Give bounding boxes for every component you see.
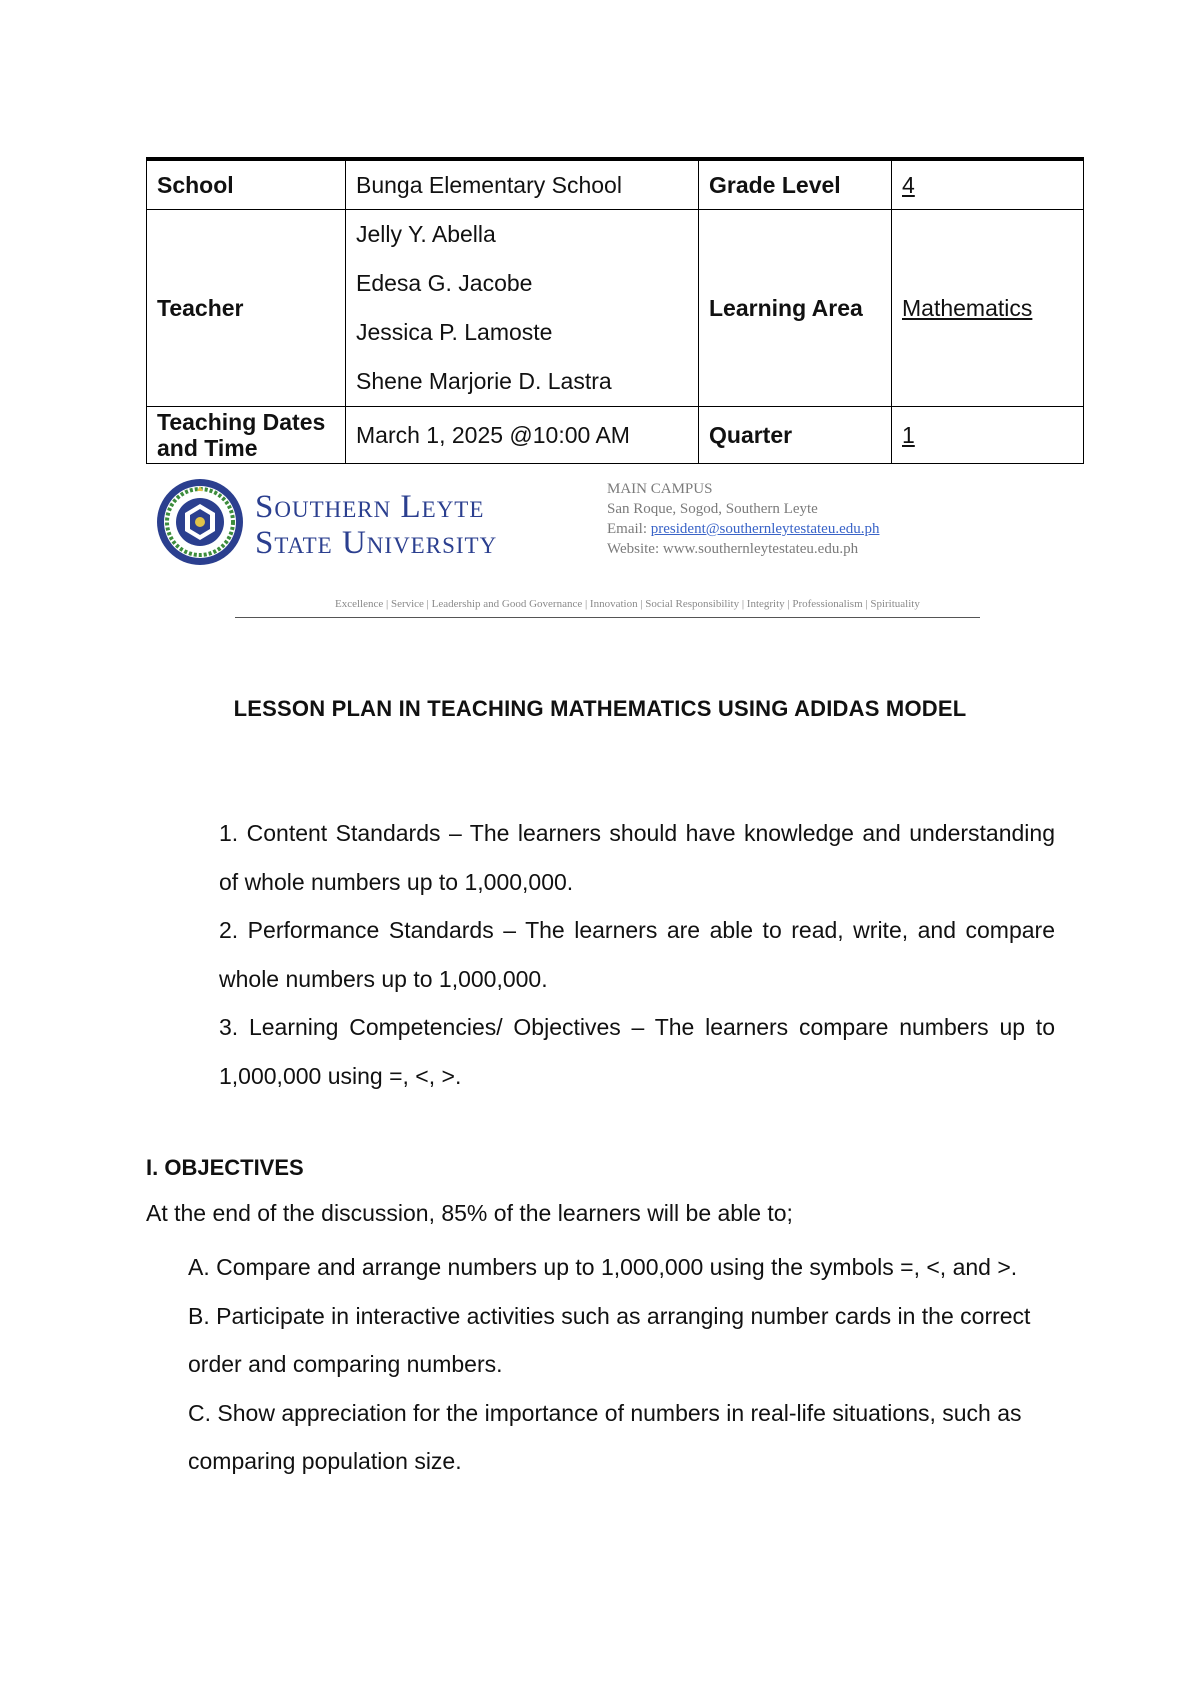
- email-label: Email:: [607, 521, 651, 537]
- lesson-info-table: [146, 157, 1084, 464]
- table-row: [147, 210, 1084, 407]
- campus-email: [607, 519, 880, 539]
- email-link[interactable]: president@southernleytestateu.edu.ph: [650, 521, 880, 537]
- school-label: School: [147, 159, 346, 210]
- standards-list: [219, 809, 1055, 1100]
- objectives-heading: I. OBJECTIVES: [146, 1155, 304, 1180]
- objectives-list: [188, 1243, 1068, 1486]
- university-name: [255, 489, 497, 561]
- grade-level-label: Grade Level: [699, 159, 892, 210]
- university-letterhead: [155, 477, 1055, 622]
- campus-info: [607, 479, 880, 559]
- objective-item: C. Show appreciation for the importance of numbers in real-life situations, such as comparing population size.: [188, 1399, 1022, 1474]
- document-title: LESSON PLAN IN TEACHING MATHEMATICS USING ADIDAS MODEL: [233, 696, 967, 721]
- quarter-label: Quarter: [699, 407, 892, 464]
- objectives-intro: At the end of the discussion, 85% of the learners will be able to;: [146, 1200, 793, 1226]
- dates-label-line: Teaching Dates: [157, 409, 326, 435]
- dates-label-line: and Time: [157, 435, 258, 461]
- university-name-line: Southern Leyte: [255, 489, 485, 525]
- objective-item: B. Participate in interactive activities such as arranging number cards in the correct order and comparing numbers.: [188, 1302, 1031, 1377]
- quarter-text: 1: [902, 422, 915, 448]
- learning-area-text: Mathematics: [902, 295, 1033, 321]
- teacher-name: Jelly Y. Abella: [356, 221, 496, 247]
- quarter-value: [892, 407, 1084, 464]
- campus-address: San Roque, Sogod, Southern Leyte: [607, 501, 818, 517]
- standard-item: 2. Performance Standards – The learners are able to read, write, and compare whole numbers up to 1,000,000.: [219, 917, 1055, 992]
- teaching-dates-label: [147, 407, 346, 464]
- school-value: Bunga Elementary School: [346, 159, 699, 210]
- letterhead-divider: [235, 617, 980, 618]
- grade-level-text: 4: [902, 172, 915, 198]
- objective-item: A. Compare and arrange numbers up to 1,000,000 using the symbols =, <, and >.: [188, 1254, 1018, 1280]
- standard-item: 3. Learning Competencies/ Objectives – The learners compare numbers up to 1,000,000 using =, <, >.: [219, 1014, 1055, 1089]
- teacher-name: Jessica P. Lamoste: [356, 319, 553, 345]
- table-row: [147, 159, 1084, 210]
- standard-item: 1. Content Standards – The learners should have knowledge and understanding of whole numbers up to 1,000,000.: [219, 820, 1055, 895]
- learning-area-label: Learning Area: [699, 210, 892, 407]
- teacher-label: Teacher: [147, 210, 346, 407]
- campus-title: MAIN CAMPUS: [607, 481, 713, 497]
- teacher-name: Shene Marjorie D. Lastra: [356, 368, 612, 394]
- learning-area-value: [892, 210, 1084, 407]
- university-seal-icon: [155, 477, 245, 567]
- teaching-dates-value: March 1, 2025 @10:00 AM: [346, 407, 699, 464]
- core-values-line: Excellence | Service | Leadership and Good Governance | Innovation | Social Responsibility | Integrity | Professionalism | Spirituality: [335, 598, 920, 610]
- grade-level-value: [892, 159, 1084, 210]
- table-row: [147, 407, 1084, 464]
- teacher-list: [346, 210, 699, 407]
- campus-website: Website: www.southernleytestateu.edu.ph: [607, 541, 859, 557]
- university-name-line: State University: [255, 525, 498, 561]
- teacher-name: Edesa G. Jacobe: [356, 270, 533, 296]
